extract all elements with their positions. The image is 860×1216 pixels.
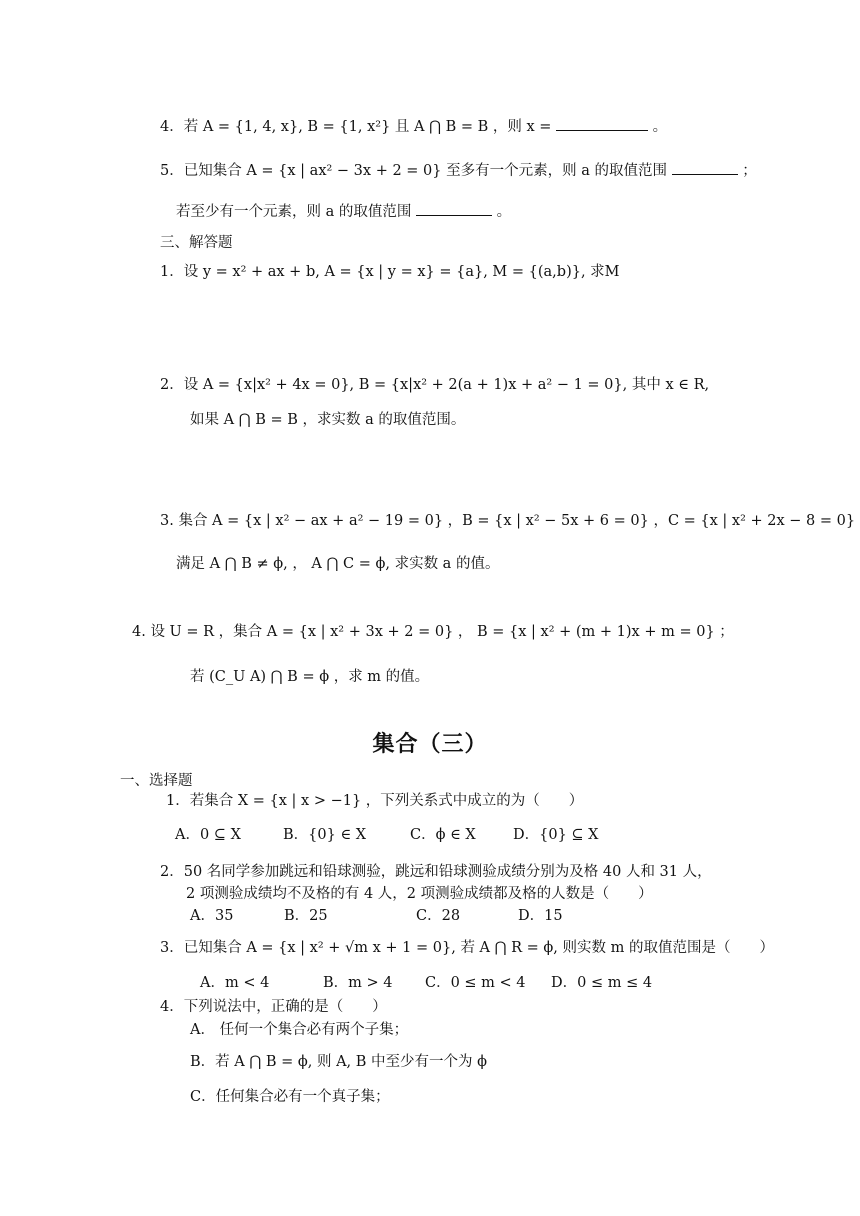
fill-question-4 — [160, 116, 667, 138]
problem-2-line-2: 如果 A ⋂ B = B ，求实数 a 的取值范围。 — [190, 412, 466, 428]
q4-option-b[interactable]: B．若 A ⋂ B = ϕ, 则 A, B 中至少有一个为 ϕ — [190, 1054, 488, 1070]
answer-blank[interactable] — [416, 201, 492, 216]
choice-question-3: 3．已知集合 A = {x | x² + √m x + 1 = 0}, 若 A ⋂ R = ϕ, 则实数 m 的取值范围是（ ） — [160, 940, 774, 956]
problem-4-line-2: 若 (C_U A) ⋂ B = ϕ ，求 m 的值。 — [190, 669, 430, 685]
problem-3-line-1: 3. 集合 A = {x | x² − ax + a² − 19 = 0} ，B = {x | x² − 5x + 6 = 0} ，C = {x | x² + 2x − 8 = 0} — [160, 513, 856, 529]
problem-4-line-1: 4. 设 U = R ，集合 A = {x | x² + 3x + 2 = 0} ， B = {x | x² + (m + 1)x + m = 0} ； — [132, 624, 734, 640]
q1-option-a[interactable]: A．0 ⊆ X — [175, 827, 241, 843]
q2-option-a[interactable]: A．35 — [190, 908, 234, 924]
punctuation: ； — [742, 163, 757, 179]
fill-question-5-part-b — [176, 201, 511, 223]
answer-blank[interactable] — [556, 116, 648, 131]
section-header-answers: 三、解答题 — [160, 235, 233, 251]
punctuation: 。 — [652, 119, 668, 135]
problem-3-line-2: 满足 A ⋂ B ≠ ϕ, ， A ⋂ C = ϕ, 求实数 a 的值。 — [176, 556, 500, 572]
q3-option-b[interactable]: B．m > 4 — [323, 975, 393, 991]
page-title: 集合（三） — [372, 732, 488, 757]
section-header-choice: 一、选择题 — [120, 773, 193, 789]
q3-option-d[interactable]: D．0 ≤ m ≤ 4 — [551, 975, 653, 991]
answer-blank[interactable] — [672, 160, 738, 175]
punctuation: 。 — [496, 204, 512, 220]
choice-question-4: 4．下列说法中，正确的是（ ） — [160, 999, 387, 1015]
choice-question-2-line-2: 2 项测验成绩均不及格的有 4 人，2 项测验成绩都及格的人数是（ ） — [186, 886, 653, 902]
problem-1: 1．设 y = x² + ax + b, A = {x | y = x} = {a}, M = {(a,b)}, 求M — [160, 264, 620, 280]
q4-option-c[interactable]: C．任何集合必有一个真子集； — [190, 1089, 390, 1105]
q2-option-d[interactable]: D．15 — [518, 908, 563, 924]
choice-question-2-line-1: 2．50 名同学参加跳远和铅球测验，跳远和铅球测验成绩分别为及格 40 人和 31 人， — [160, 864, 712, 880]
q3-option-a[interactable]: A．m < 4 — [200, 975, 270, 991]
fill-question-5-text: 5．已知集合 A = {x | ax² − 3x + 2 = 0} 至多有一个元素，则 a 的取值范围 — [160, 163, 667, 179]
fill-question-5b-text: 若至少有一个元素，则 a 的取值范围 — [176, 204, 412, 220]
q4-option-a[interactable]: A． 任何一个集合必有两个子集； — [190, 1022, 409, 1038]
fill-question-4-text: 4．若 A = {1, 4, x}, B = {1, x²} 且 A ⋂ B = B ，则 x = — [160, 119, 552, 135]
q1-option-d[interactable]: D．{0} ⊆ X — [513, 827, 599, 843]
q1-option-c[interactable]: C．ϕ ∈ X — [410, 827, 476, 843]
q2-option-b[interactable]: B．25 — [284, 908, 328, 924]
fill-question-5 — [160, 160, 757, 182]
q3-option-c[interactable]: C．0 ≤ m < 4 — [425, 975, 526, 991]
choice-question-1: 1．若集合 X = {x | x > −1} ，下列关系式中成立的为（ ） — [166, 793, 584, 809]
q1-option-b[interactable]: B．{0} ∈ X — [283, 827, 367, 843]
problem-2-line-1: 2．设 A = {x|x² + 4x = 0}, B = {x|x² + 2(a + 1)x + a² − 1 = 0}, 其中 x ∈ R, — [160, 377, 710, 393]
q2-option-c[interactable]: C．28 — [416, 908, 461, 924]
